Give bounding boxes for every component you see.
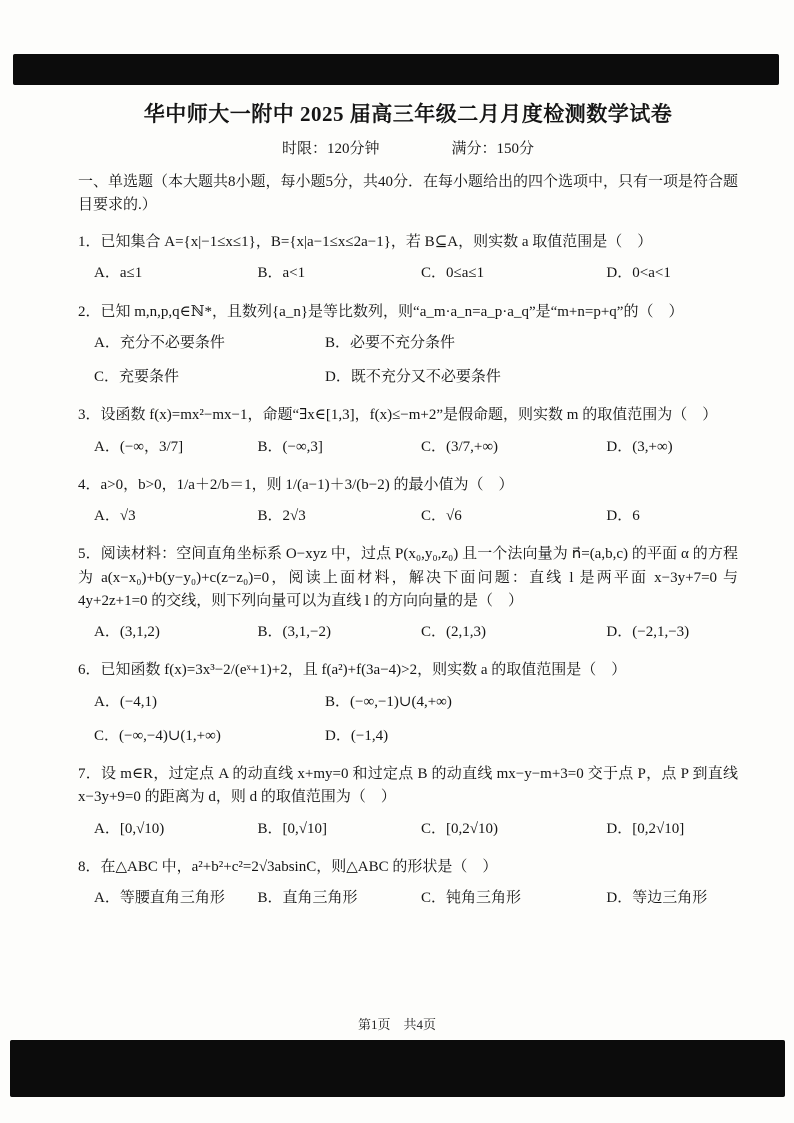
option-4b: B．2√3	[257, 508, 306, 524]
option-8b: B．直角三角形	[257, 890, 358, 906]
option-2c: C．充要条件	[94, 369, 180, 385]
question-1-options	[78, 262, 738, 285]
time-limit: 时限：120分钟	[281, 141, 380, 157]
option-4d: D．6	[606, 508, 640, 524]
option-3b: B．(−∞,3]	[257, 438, 323, 455]
option-7d: D．[0,2√10]	[606, 820, 685, 837]
option-2b: B．必要不充分条件	[325, 334, 456, 351]
option-1c: C．0≤a≤1	[420, 265, 485, 282]
question-5	[78, 543, 738, 644]
option-5a: A．(3,1,2)	[94, 624, 160, 640]
option-7c: C．[0,2√10)	[420, 820, 498, 837]
option-1a: A．a≤1	[94, 265, 143, 282]
option-1b: B．a<1	[257, 265, 306, 282]
section-heading: 一、单选题（本大题共8小题，每小题5分，共40分．在每小题给出的四个选项中，只有一项是符合题目要求的.）	[78, 174, 739, 213]
question-8	[78, 856, 738, 911]
question-5-options	[78, 621, 738, 644]
question-4-options	[78, 505, 738, 528]
option-8d: D．等边三角形	[606, 890, 708, 906]
option-8a: A．等腰直角三角形	[94, 890, 225, 906]
question-3	[78, 404, 738, 459]
question-2	[78, 301, 738, 390]
option-5b: B．(3,1,−2)	[257, 624, 331, 640]
option-4a: A．√3	[94, 508, 136, 524]
page-title: 华中师大一附中 2025 届高三年级二月月度检测数学试卷	[143, 102, 673, 126]
question-5-text: 5．阅读材料：空间直角坐标系 O−xyz 中，过点 P(x₀,y₀,z₀) 且一个法向量为 n⃗=(a,b,c) 的平面 α 的方程为 a(x−x₀)+b(y−y₀)+c(z−z₀)=0，阅读上面材料，解决下面问题：直线 l 是两平面 x−3y+7=0 与 4y+2z+1=0 的交线，则下列向量可以为直线 l 的方向向量的是（ ）	[78, 546, 738, 609]
option-7a: A．[0,√10)	[94, 820, 165, 837]
exam-content	[78, 98, 738, 910]
option-1d: D．0<a<1	[606, 265, 671, 282]
option-3a: A．(−∞，3/7]	[94, 438, 184, 455]
option-5c: C．(2,1,3)	[420, 624, 486, 640]
option-3c: C．(3/7,+∞)	[420, 438, 499, 455]
question-2-options	[78, 332, 646, 390]
question-1-text: 1．已知集合 A={x|−1≤x≤1}，B={x|a−1≤x≤2a−1}，若 B⊆A，则实数 a 取值范围是（ ）	[78, 234, 653, 250]
option-2a: A．充分不必要条件	[94, 334, 225, 351]
option-5d: D．(−2,1,−3)	[606, 624, 690, 640]
exam-meta	[78, 137, 738, 158]
option-8c: C．钝角三角形	[420, 890, 521, 906]
question-8-text: 8．在△ABC 中，a²+b²+c²=2√3absinC，则△ABC 的形状是（ ）	[78, 858, 498, 875]
question-1	[78, 231, 738, 286]
scan-artifact-top	[13, 54, 779, 85]
scan-artifact-bottom	[10, 1040, 785, 1097]
option-2d: D．既不充分又不必要条件	[325, 369, 501, 385]
question-4-text: 4．a>0，b>0，1/a＋2/b＝1，则 1/(a−1)＋3/(b−2) 的最小值为（ ）	[78, 476, 514, 493]
option-6b: B．(−∞,−1)∪(4,+∞)	[325, 693, 452, 710]
question-6-text: 6．已知函数 f(x)=3x³−2/(eˣ+1)+2，且 f(a²)+f(3a−4)>2，则实数 a 的取值范围是（ ）	[78, 662, 627, 679]
option-3d: D．(3,+∞)	[606, 438, 673, 455]
full-score: 满分：150分	[451, 141, 535, 157]
question-7-options	[78, 818, 738, 841]
question-8-options	[78, 887, 738, 910]
question-3-options	[78, 436, 738, 459]
question-3-text: 3．设函数 f(x)=mx²−mx−1，命题“∃x∈[1,3]，f(x)≤−m+2”是假命题，则实数 m 的取值范围为（ ）	[78, 407, 718, 424]
page-footer: 第1页 共4页	[357, 1017, 436, 1032]
question-2-text: 2．已知 m,n,p,q∈ℕ*，且数列{a_n}是等比数列，则“a_m·a_n=a_p·a_q”是“m+n=p+q”的（ ）	[78, 303, 684, 320]
option-4c: C．√6	[420, 508, 462, 524]
option-6d: D．(−1,4)	[325, 727, 389, 744]
question-7-text: 7．设 m∈R，过定点 A 的动直线 x+my=0 和过定点 B 的动直线 mx−y−m+3=0 交于点 P，点 P 到直线 x−3y+9=0 的距离为 d，则 d 的取值范围为（ ）	[78, 766, 738, 806]
option-7b: B．[0,√10]	[257, 820, 327, 837]
option-6c: C．(−∞,−4)∪(1,+∞)	[94, 727, 221, 744]
question-6	[78, 659, 738, 748]
question-6-options	[78, 691, 646, 749]
question-7	[78, 763, 738, 841]
question-4	[78, 474, 738, 529]
option-6a: A．(−4,1)	[94, 693, 158, 710]
